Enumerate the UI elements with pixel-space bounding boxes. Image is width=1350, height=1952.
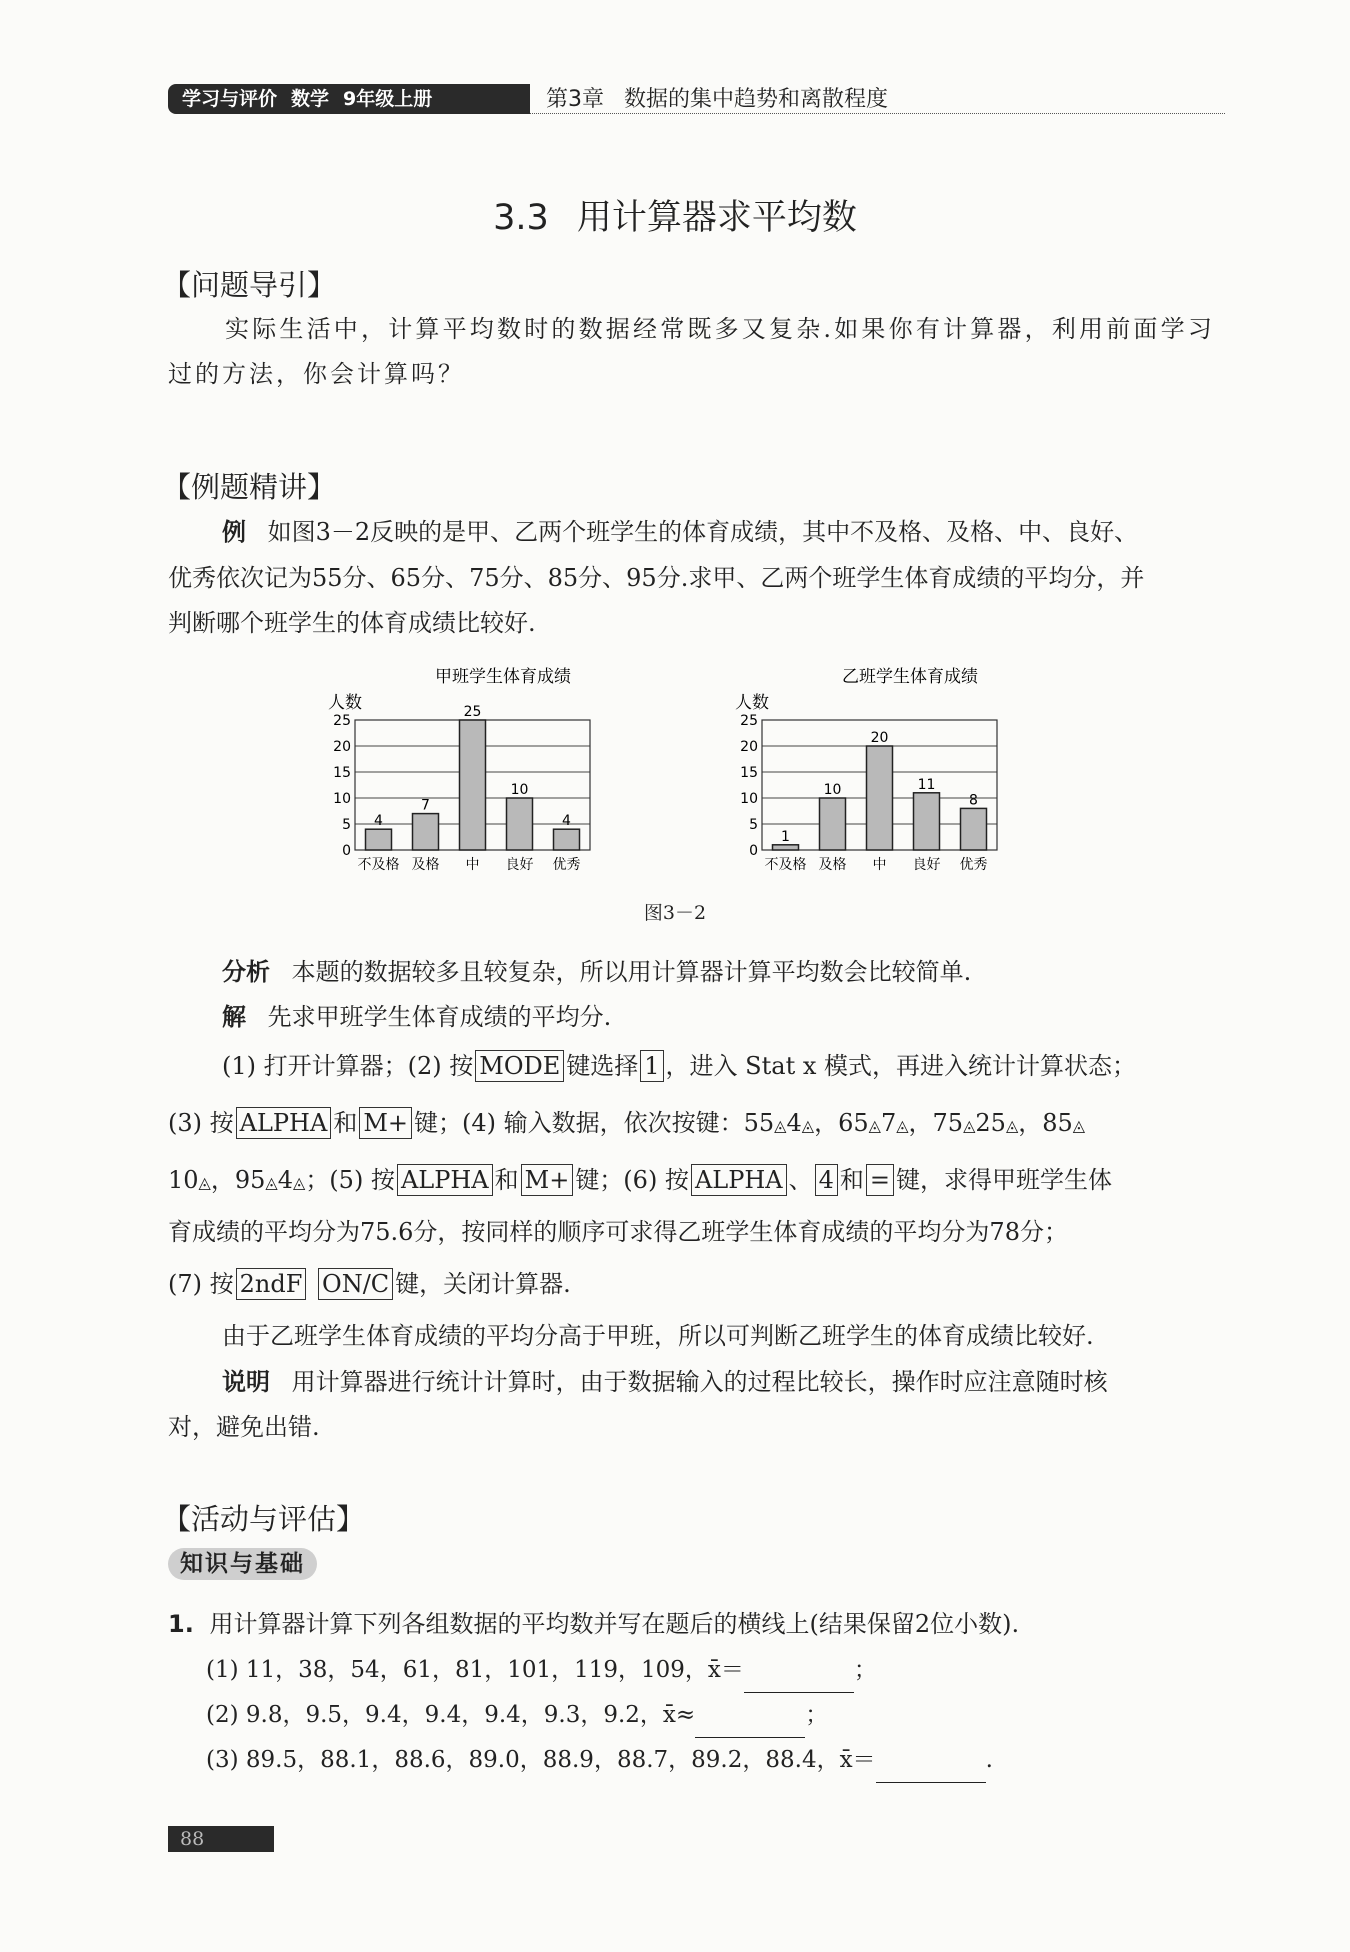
analysis-label: 分析 (222, 958, 270, 986)
chart-title-yi: 乙班学生体育成绩 (842, 667, 978, 687)
chart-class-yi (735, 667, 997, 873)
xtick-yi-4: 优秀 (959, 857, 988, 873)
data-key-icon: ◬ (265, 1173, 278, 1192)
sub-question-text: (1) 11，38，54，61，81，101，119，109，x̄＝ (206, 1657, 744, 1683)
ylabel-yi: 人数 (735, 693, 769, 713)
sub-question-3 (206, 1738, 993, 1783)
xtick-jia-0: 不及格 (357, 857, 400, 873)
bar-jia-3 (507, 798, 533, 850)
step-text: 和 (494, 1166, 519, 1194)
sub-question-text: (3) 89.5，88.1，88.6，89.0，88.9，88.7，89.2，88.4，x̄＝ (206, 1747, 876, 1773)
guide-heading: 【问题导引】 (162, 268, 337, 302)
data-entry: 4 (277, 1166, 293, 1194)
page-number: 88 (168, 1826, 274, 1852)
data-key-icon: ◬ (801, 1116, 815, 1135)
bar-jia-0 (366, 829, 392, 850)
bar-jia-4 (554, 829, 580, 850)
ytick-yi: 0 (749, 843, 758, 859)
step-text: (7) 按 (168, 1270, 234, 1298)
example-line-3: 判断哪个班学生的体育成绩比较好. (168, 609, 536, 637)
data-entry: 55 (743, 1109, 775, 1137)
bar-label-yi-4: 8 (969, 792, 978, 809)
sub-question-text: (2) 9.8，9.5，9.4，9.4，9.4，9.3，9.2，x̄≈ (206, 1702, 696, 1728)
bar-label-jia-2: 25 (463, 704, 482, 720)
bar-label-jia-4: 4 (562, 813, 571, 830)
bar-label-yi-0: 1 (781, 828, 790, 845)
chart-title-jia: 甲班学生体育成绩 (435, 667, 571, 687)
key-alpha: ALPHA (691, 1164, 787, 1196)
key-1: 1 (640, 1050, 663, 1082)
key-alpha: ALPHA (236, 1107, 332, 1139)
data-key-icon: ◬ (963, 1116, 976, 1135)
note-line-2: 对，避免出错. (168, 1413, 320, 1441)
example-line-1 (222, 510, 1138, 555)
ytick-yi: 25 (740, 713, 758, 729)
bar-label-jia-1: 7 (421, 797, 430, 814)
key-4: 4 (815, 1164, 838, 1196)
data-entry: 10 (168, 1166, 199, 1194)
example-heading: 【例题精讲】 (162, 470, 337, 504)
bar-yi-4 (961, 808, 987, 850)
example-text-1: 如图3－2反映的是甲、乙两个班学生的体育成绩，其中不及格、及格、中、良好、 (267, 518, 1139, 546)
xtick-jia-2: 中 (465, 857, 480, 873)
bar-label-yi-3: 11 (917, 776, 936, 793)
step-text: 键；(6) 按 (575, 1166, 689, 1194)
bar-label-yi-1: 10 (823, 782, 842, 798)
separator: ， (908, 1109, 933, 1137)
analysis-line (222, 950, 971, 995)
ytick-yi: 20 (740, 739, 758, 755)
section-number: 3.3 (493, 198, 549, 238)
chapter-header (546, 84, 908, 116)
step-text: 键，关闭计算器. (395, 1270, 571, 1298)
data-key-icon: ◬ (293, 1173, 306, 1192)
data-key-icon: ◬ (868, 1116, 881, 1135)
answer-blank[interactable] (744, 1668, 854, 1693)
separator: ， (814, 1109, 839, 1137)
data-key-icon: ◬ (896, 1116, 909, 1135)
data-entry: 85 (1042, 1109, 1073, 1137)
question-number: 1. (168, 1610, 194, 1638)
xtick-jia-1: 及格 (411, 857, 440, 873)
skill-tag: 知识与基础 (168, 1548, 317, 1580)
solution-step-1 (222, 1044, 1136, 1089)
punct: . (985, 1747, 993, 1773)
punct: ； (853, 1657, 877, 1683)
data-key-icon: ◬ (1005, 1116, 1019, 1135)
key-alpha: ALPHA (397, 1164, 493, 1196)
punct: ； (805, 1702, 829, 1728)
sub-question-1 (206, 1648, 877, 1693)
note-text-1: 用计算器进行统计计算时，由于数据输入的过程比较长，操作时应注意随时核 (291, 1368, 1108, 1396)
data-entry: 75 (932, 1109, 964, 1137)
data-entry: 95 (234, 1166, 266, 1194)
solution-label: 解 (222, 1003, 246, 1031)
ylabel-jia: 人数 (328, 693, 362, 713)
xtick-jia-4: 优秀 (552, 857, 581, 873)
key-2ndf: 2ndF (236, 1268, 307, 1300)
solution-intro-line (222, 995, 611, 1040)
section-title: 用计算器求平均数 (576, 198, 857, 238)
example-line-2: 优秀依次记为55分、65分、75分、85分、95分.求甲、乙两个班学生体育成绩的平均分，并 (168, 564, 1145, 592)
xtick-yi-0: 不及格 (764, 857, 807, 873)
bar-jia-1 (413, 814, 439, 850)
ytick-jia: 10 (333, 791, 351, 807)
data-key-icon: ◬ (198, 1173, 211, 1192)
data-entry: 4 (786, 1109, 802, 1137)
ytick-jia: 20 (333, 739, 351, 755)
conclusion: 由于乙班学生体育成绩的平均分高于甲班，所以可判断乙班学生的体育成绩比较好. (222, 1322, 1094, 1350)
ytick-yi: 5 (749, 817, 758, 833)
data-key-icon: ◬ (774, 1116, 787, 1135)
data-key-icon: ◬ (1072, 1116, 1086, 1135)
step-text: 和 (333, 1109, 358, 1137)
header-divider (530, 113, 1225, 114)
ytick-jia: 15 (333, 765, 351, 781)
step-text: ，进入 Stat x 模式，再进入统计计算状态； (665, 1052, 1137, 1080)
note-label: 说明 (222, 1368, 270, 1396)
key-mplus: M+ (359, 1107, 412, 1139)
step-text: 和 (839, 1166, 864, 1194)
chapter-title: 数据的集中趋势和离散程度 (624, 87, 889, 112)
solution-step-5 (168, 1262, 571, 1307)
bar-yi-3 (914, 793, 940, 850)
chart-class-jia (328, 667, 590, 873)
bar-yi-0 (773, 845, 799, 850)
xtick-yi-2: 中 (872, 857, 887, 873)
xtick-yi-3: 良好 (912, 857, 941, 873)
chapter-number: 第3章 (546, 87, 604, 112)
step-text: ；(5) 按 (305, 1166, 395, 1194)
activity-heading: 【活动与评估】 (162, 1502, 366, 1536)
xtick-jia-3: 良好 (505, 857, 534, 873)
separator: ， (210, 1166, 235, 1194)
note-line-1 (222, 1360, 1108, 1405)
step-text: 键选择 (566, 1052, 639, 1080)
separator: ， (1018, 1109, 1043, 1137)
solution-intro: 先求甲班学生体育成绩的平均分. (267, 1003, 612, 1031)
step-text: (3) 按 (168, 1109, 234, 1137)
ytick-jia: 5 (342, 817, 351, 833)
bar-label-yi-2: 20 (870, 730, 889, 746)
bar-label-jia-3: 10 (510, 782, 529, 798)
bar-yi-1 (820, 798, 846, 850)
bar-jia-2 (460, 720, 486, 850)
solution-step-2 (168, 1101, 1085, 1148)
key-mplus: M+ (521, 1164, 574, 1196)
ytick-yi: 15 (740, 765, 758, 781)
guide-line-2: 过的方法，你会计算吗？ (168, 360, 465, 388)
step-text: 键；(4) 输入数据，依次按键： (414, 1109, 744, 1137)
data-entry: 7 (880, 1109, 897, 1137)
data-entry: 25 (975, 1109, 1006, 1137)
figure-caption: 图3－2 (643, 902, 707, 924)
ytick-jia: 0 (342, 843, 351, 859)
book-badge (168, 84, 530, 114)
key-onc: ON/C (318, 1268, 393, 1300)
xtick-yi-1: 及格 (818, 857, 847, 873)
guide-line-1: 实际生活中，计算平均数时的数据经常既多又复杂.如果你有计算器，利用前面学习 (225, 315, 1216, 343)
data-entry: 65 (838, 1109, 869, 1137)
answer-blank[interactable] (695, 1713, 805, 1738)
key-mode: MODE (475, 1050, 564, 1082)
solution-step-4: 育成绩的平均分为75.6分，按同样的顺序可求得乙班学生体育成绩的平均分为78分； (168, 1218, 1068, 1246)
book-subject: 数学 (291, 88, 330, 110)
page-title (0, 190, 1350, 240)
answer-blank[interactable] (876, 1758, 986, 1783)
solution-step-3 (168, 1158, 1112, 1205)
analysis-text: 本题的数据较多且较复杂，所以用计算器计算平均数会比较简单. (291, 958, 972, 986)
book-series: 学习与评价 (182, 88, 278, 110)
example-label: 例 (222, 518, 246, 546)
separator: 、 (788, 1166, 813, 1194)
step-text: 键，求得甲班学生体 (896, 1166, 1113, 1194)
question-text: 用计算器计算下列各组数据的平均数并写在题后的横线上(结果保留2位小数). (209, 1610, 1020, 1638)
bar-label-jia-0: 4 (374, 813, 383, 830)
ytick-jia: 25 (333, 713, 351, 729)
question-1 (168, 1602, 1019, 1647)
sub-question-2 (206, 1693, 828, 1738)
figure-3-2 (320, 660, 1080, 890)
ytick-yi: 10 (740, 791, 758, 807)
key-equals: = (866, 1164, 894, 1196)
bar-yi-2 (867, 746, 893, 850)
step-text: (1) 打开计算器；(2) 按 (222, 1052, 474, 1080)
book-grade: 9年级上册 (343, 88, 433, 110)
